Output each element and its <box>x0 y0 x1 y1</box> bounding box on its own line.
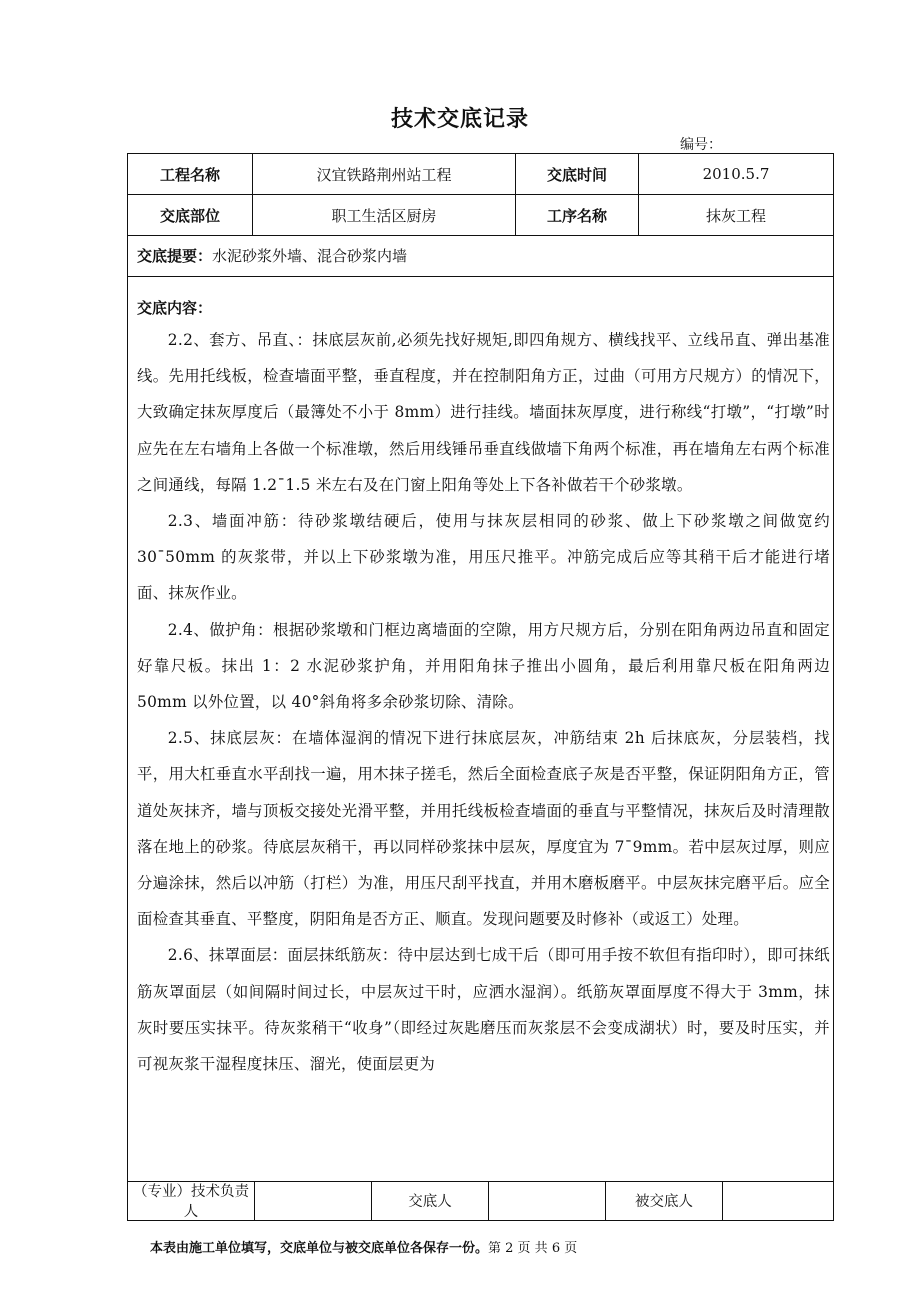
content-body <box>137 322 830 1082</box>
project-name-value: 汉宜铁路荆州站工程 <box>316 165 452 184</box>
content-paragraph: 2.3、墙面冲筋：待砂浆墩结硬后，使用与抹灰层相同的砂浆、做上下砂浆墩之间做宽约 30¯50mm 的灰浆带，并以上下砂浆墩为准，用压尺推平。冲筋完成后应等其稍干后才能进行堵面、抹灰作业。 <box>137 512 830 603</box>
tech-lead-label: （专业）技术负责人 <box>133 1183 249 1220</box>
part-label: 交底部位 <box>159 206 220 225</box>
summary-text: 水泥砂浆外墙、混合砂浆内墙 <box>212 247 408 265</box>
discloser-label: 交底人 <box>408 1193 452 1210</box>
footer-note: 本表由施工单位填写，交底单位与被交底单位各保存一份。 <box>150 1241 489 1256</box>
document-title: 技术交底记录 <box>390 107 529 132</box>
part-value: 职工生活区厨房 <box>331 206 437 225</box>
page-indicator: 第 2 页 共 6 页 <box>488 1241 578 1256</box>
content-paragraph: 2.6、抹罩面层：面层抹纸筋灰：待中层达到七成干后（即可用手按不软但有指印时），即可抹纸筋灰罩面层（如间隔时间过长，中层灰过干时，应洒水湿润）。纸筋灰罩面厚度不得大于 3mm，抹灰时要压实抹平。待灰浆稍干“收身”（即经过灰匙磨压而灰浆层不会变成湖状）时，要及时压实，并可视灰浆干湿程度抹压、溜光，使面层更为 <box>137 946 830 1074</box>
process-label: 工序名称 <box>546 206 607 225</box>
date-value: 2010.5.7 <box>702 165 770 183</box>
content-label: 交底内容： <box>137 299 213 317</box>
date-label: 交底时间 <box>546 165 607 184</box>
summary-row <box>137 245 407 266</box>
receiver-signature-field[interactable] <box>723 1182 833 1221</box>
content-paragraph: 2.5、抹底层灰：在墙体湿润的情况下进行抹底层灰，冲筋结束 2h 后抹底灰，分层装档，找平，用大杠垂直水平刮找一遍，用木抹子搓毛，然后全面检查底子灰是否平整，保证阴阳角方正，管道处灰抹齐，墙与顶板交接处光滑平整，并用托线板检查墙面的垂直与平整情况，抹灰后及时清理散落在地上的砂浆。待底层灰稍干，再以同样砂浆抹中层灰，厚度宜为 7¯9mm。若中层灰过厚，则应分遍涂抹，然后以冲筋（打栏）为准，用压尺刮平找直，并用木磨板磨平。中层灰抹完磨平后。应全面检查其垂直、平整度，阴阳角是否方正、顺直。发现问题要及时修补（或返工）处理。 <box>137 729 830 929</box>
content-paragraph: 2.4、做护角：根据砂浆墩和门框边离墙面的空隙，用方尺规方后，分别在阳角两边吊直和固定好靠尺板。抹出 1：2 水泥砂浆护角，并用阳角抹子推出小圆角，最后利用靠尺板在阳角两边 50mm 以外位置，以 40°斜角将多余砂浆切除、清除。 <box>137 620 830 712</box>
tech-lead-signature-field[interactable] <box>255 1182 371 1221</box>
process-value: 抹灰工程 <box>705 206 766 225</box>
footer <box>150 1237 577 1256</box>
project-name-label: 工程名称 <box>159 165 220 184</box>
summary-label: 交底提要： <box>137 247 213 265</box>
discloser-signature-field[interactable] <box>489 1182 605 1221</box>
receiver-label: 被交底人 <box>635 1193 693 1210</box>
content-paragraph: 2.2、套方、吊直、：抹底层灰前,必须先找好规矩,即四角规方、横线找平、立线吊直、弹出基准线。先用托线板，检查墙面平整，垂直程度，并在控制阳角方正，过曲（可用方尺规方）的情况下，大致确定抹灰厚度后（最簿处不小于 8mm）进行挂线。墙面抹灰厚度，进行称线“打墩”，“打墩”时应先在左右墙角上各做一个标准墩，然后用线锤吊垂直线做墙下角两个标准，再在墙角左右两个标准之间通线，每隔 1.2¯1.5 米左右及在门窗上阳角等处上下各补做若干个砂浆墩。 <box>137 331 830 494</box>
document-number-label: 编号： <box>680 137 722 153</box>
